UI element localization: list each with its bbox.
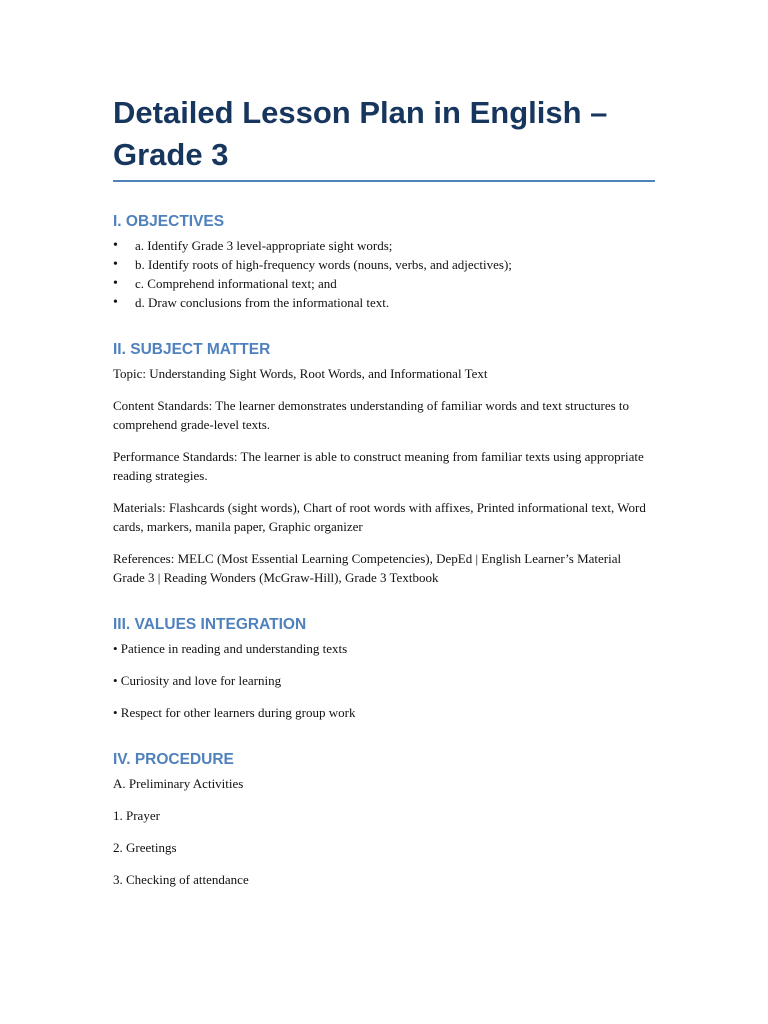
objective-text: b. Identify roots of high-frequency words (nouns, verbs, and adjectives); — [135, 257, 512, 272]
bullet-icon: • — [113, 238, 118, 253]
objectives-heading: I. OBJECTIVES — [113, 213, 225, 230]
objective-item — [113, 236, 655, 255]
bullet-icon: • — [113, 276, 118, 291]
topic-paragraph: Topic: Understanding Sight Words, Root Words, and Informational Text — [113, 366, 488, 381]
objectives-section — [113, 212, 655, 312]
bullet-icon: • — [113, 295, 118, 310]
subject-matter-section — [113, 340, 655, 587]
performance-standards-paragraph: Performance Standards: The learner is able to construct meaning from familiar texts using appropriate reading strategies. — [113, 449, 644, 483]
objective-item — [113, 255, 655, 274]
references-paragraph: References: MELC (Most Essential Learning Competencies), DepEd | English Learner’s Material Grade 3 | Reading Wonders (McGraw-Hill), Grade 3 Textbook — [113, 551, 622, 585]
procedure-step: 2. Greetings — [113, 840, 177, 855]
value-item: • Respect for other learners during group work — [113, 705, 356, 720]
bullet-icon: • — [113, 257, 118, 272]
value-item: • Curiosity and love for learning — [113, 673, 282, 688]
procedure-step: 3. Checking of attendance — [113, 872, 249, 887]
content-standards-paragraph: Content Standards: The learner demonstrates understanding of familiar words and text structures to comprehend grade-level texts. — [113, 398, 630, 432]
procedure-section — [113, 750, 655, 889]
procedure-heading: IV. PROCEDURE — [113, 751, 234, 768]
values-integration-section — [113, 615, 655, 722]
procedure-subheading: A. Preliminary Activities — [113, 776, 244, 791]
document-page — [113, 92, 655, 889]
subject-matter-heading: II. SUBJECT MATTER — [113, 341, 271, 358]
objectives-list — [113, 236, 655, 312]
value-item: • Patience in reading and understanding texts — [113, 641, 348, 656]
objective-text: c. Comprehend informational text; and — [135, 276, 337, 291]
procedure-step: 1. Prayer — [113, 808, 160, 823]
values-integration-heading: III. VALUES INTEGRATION — [113, 616, 307, 633]
objective-item — [113, 274, 655, 293]
document-title: Detailed Lesson Plan in English – Grade 3 — [113, 92, 655, 182]
objective-item — [113, 293, 655, 312]
objective-text: a. Identify Grade 3 level-appropriate sight words; — [135, 238, 393, 253]
materials-paragraph: Materials: Flashcards (sight words), Chart of root words with affixes, Printed informational text, Word cards, markers, manila paper, Graphic organizer — [113, 500, 646, 534]
objective-text: d. Draw conclusions from the informational text. — [135, 295, 390, 310]
